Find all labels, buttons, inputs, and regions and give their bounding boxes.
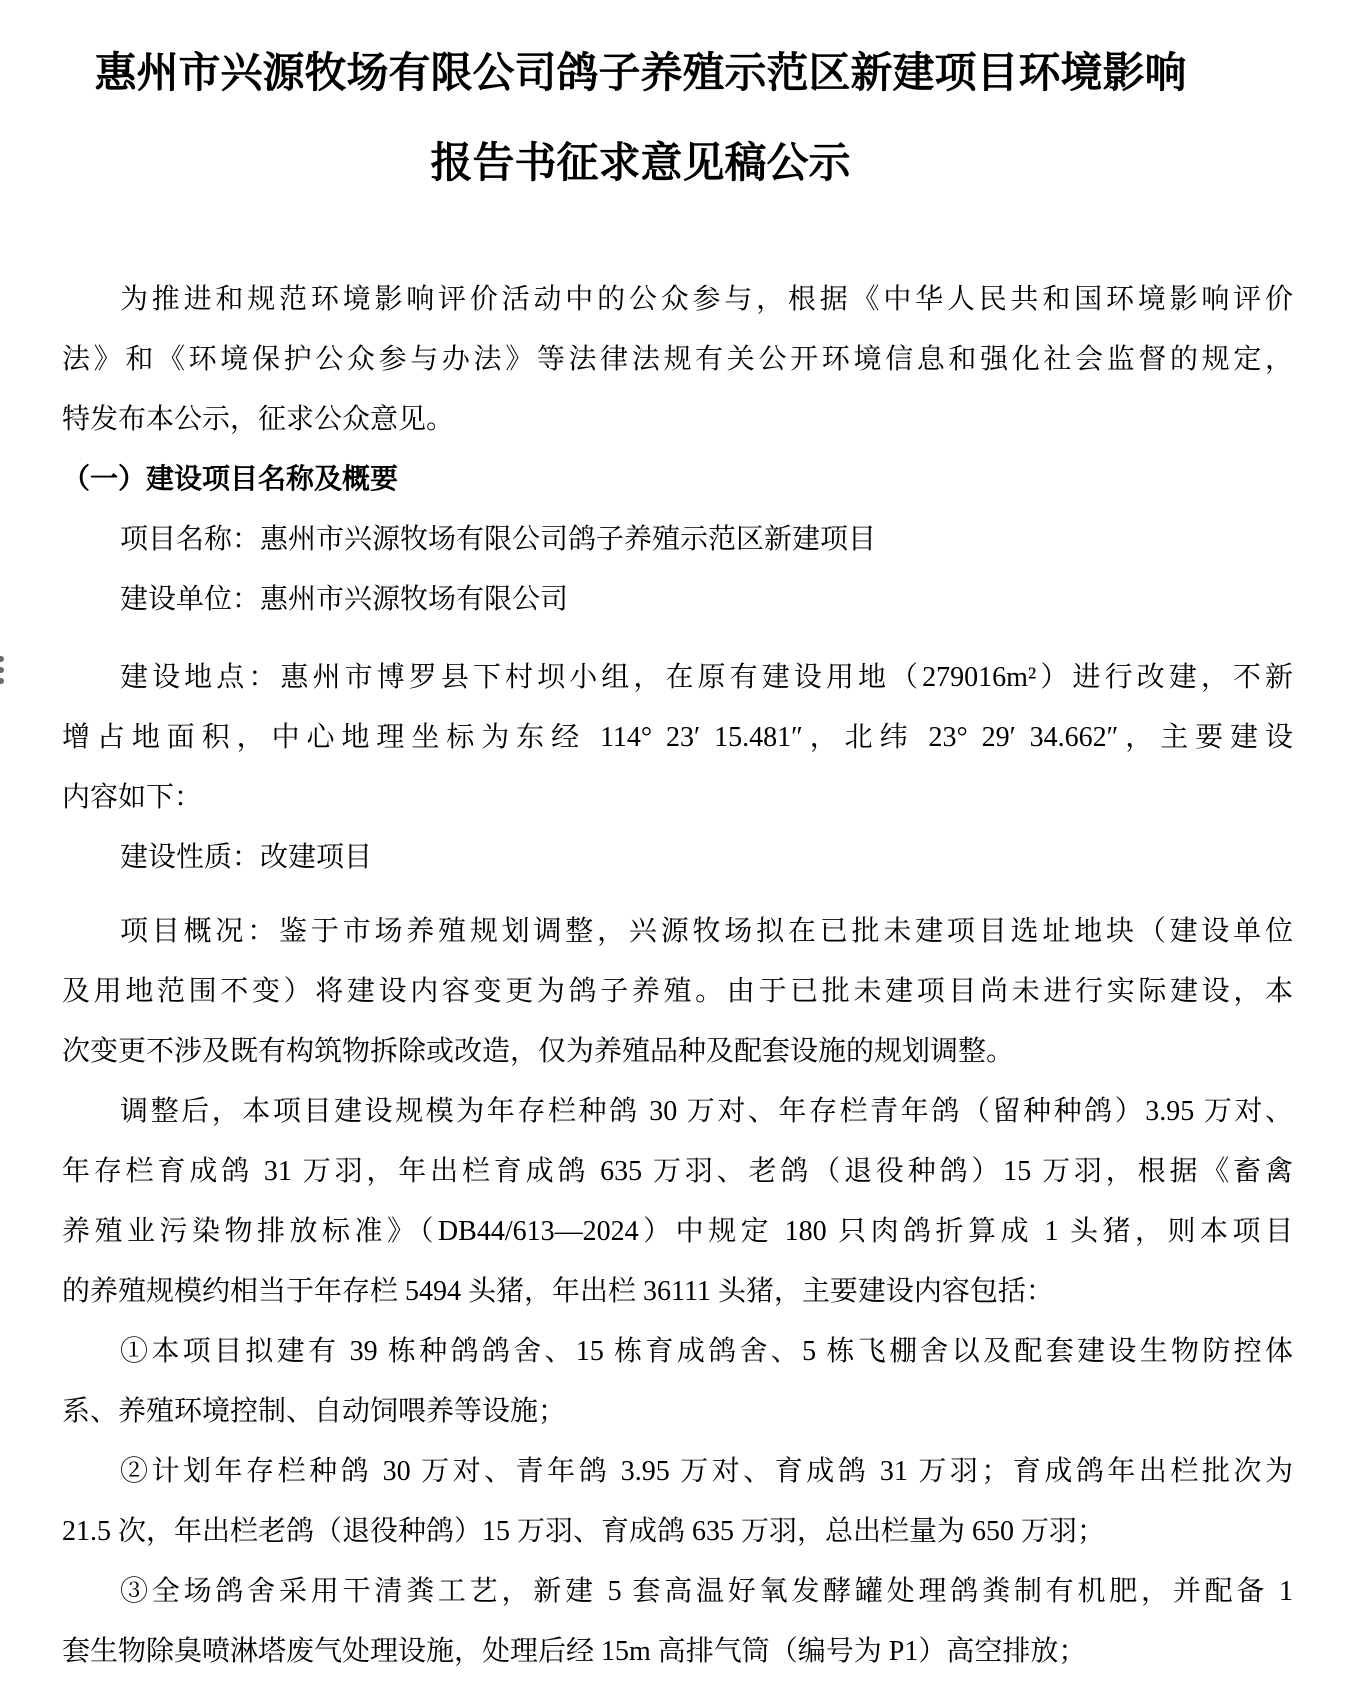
drag-handle-dot (0, 678, 4, 684)
paragraph-line: 特发布本公示，征求公众意见。 (62, 404, 455, 435)
paragraph-line: 次变更不涉及既有构筑物拆除或改造，仅为养殖品种及配套设施的规划调整。 (62, 1036, 1015, 1067)
paragraph-line: 养殖业污染物排放标准》（DB44/613—2024）中规定 180 只肉鸽折算成 1 头猪，则本项目 (62, 1216, 1293, 1247)
section-heading: （一）建设项目名称及概要 (62, 464, 399, 495)
construction-unit-line: 建设单位：惠州市兴源牧场有限公司 (120, 584, 569, 615)
construction-nature-line: 建设性质：改建项目 (120, 842, 373, 873)
paragraph-line: 法》和《环境保护公众参与办法》等法律法规有关公开环境信息和强化社会监督的规定， (62, 344, 1293, 375)
list-item-2-line: ②计划年存栏种鸽 30 万对、青年鸽 3.95 万对、育成鸽 31 万羽；育成鸽年出栏批次为 (120, 1456, 1293, 1487)
paragraph-line: 及用地范围不变）将建设内容变更为鸽子养殖。由于已批未建项目尚未进行实际建设，本 (62, 976, 1293, 1007)
document-content (62, 0, 1293, 1682)
drag-handle-icon[interactable] (0, 656, 4, 684)
paragraph-line: 内容如下： (62, 782, 203, 813)
list-item-1-line: ①本项目拟建有 39 栋种鸽鸽舍、15 栋育成鸽舍、5 栋飞棚舍以及配套建设生物防控体 (120, 1336, 1293, 1367)
drag-handle-dot (0, 656, 4, 662)
paragraph-line: 调整后，本项目建设规模为年存栏种鸽 30 万对、年存栏青年鸽（留种种鸽）3.95 万对、 (120, 1096, 1293, 1127)
paragraph-line: 增占地面积，中心地理坐标为东经 114° 23′ 15.481″，北纬 23° 29′ 34.662″，主要建设 (62, 722, 1293, 753)
document-body (62, 270, 1293, 1682)
paragraph-line: 的养殖规模约相当于年存栏 5494 头猪，年出栏 36111 头猪，主要建设内容包括： (62, 1276, 1054, 1307)
location-line: 建设地点：惠州市博罗县下村坝小组，在原有建设用地（279016m²）进行改建，不新 (120, 662, 1293, 693)
project-name-line: 项目名称：惠州市兴源牧场有限公司鸽子养殖示范区新建项目 (120, 524, 877, 555)
document-title (62, 0, 1293, 208)
project-overview-line: 项目概况：鉴于市场养殖规划调整，兴源牧场拟在已批未建项目选址地块（建设单位 (120, 916, 1293, 947)
document-title-line-2: 报告书征求意见稿公示 (430, 139, 851, 186)
paragraph-line: 为推进和规范环境影响评价活动中的公众参与，根据《中华人民共和国环境影响评价 (120, 284, 1293, 315)
paragraph-line: 21.5 次，年出栏老鸽（退役种鸽）15 万羽、育成鸽 635 万羽，总出栏量为 650 万羽； (62, 1516, 1106, 1547)
paragraph-line: 套生物除臭喷淋塔废气处理设施，处理后经 15m 高排气筒（编号为 P1）高空排放； (62, 1636, 1087, 1667)
paragraph-line: 年存栏育成鸽 31 万羽，年出栏育成鸽 635 万羽、老鸽（退役种鸽）15 万羽，根据《畜禽 (62, 1156, 1293, 1187)
list-item-3-line: ③全场鸽舍采用干清粪工艺，新建 5 套高温好氧发酵罐处理鸽粪制有机肥，并配备 1 (120, 1576, 1293, 1607)
document-title-line-1: 惠州市兴源牧场有限公司鸽子养殖示范区新建项目环境影响 (94, 49, 1187, 96)
paragraph-line: 系、养殖环境控制、自动饲喂养等设施； (62, 1396, 567, 1427)
drag-handle-dot (0, 667, 4, 673)
